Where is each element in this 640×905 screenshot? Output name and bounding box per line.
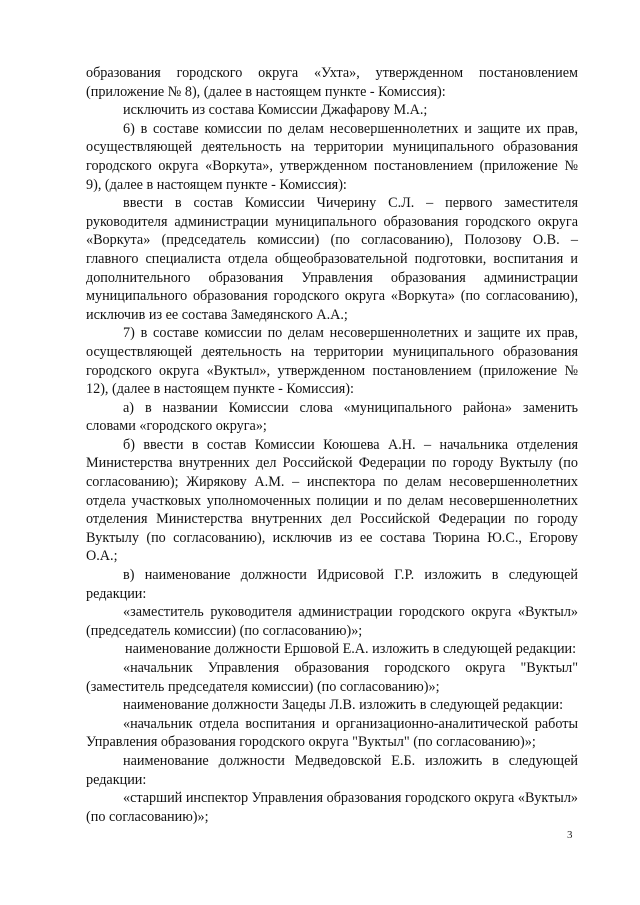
paragraph-subitem-v: в) наименование должности Идрисовой Г.Р. изложить в следующей редакции: [86, 567, 578, 602]
paragraph-item-7-vuktyl: 7) в составе комиссии по делам несовершеннолетних и защите их прав, осуществляющей деятельность на территории муниципального образования городского округа «Вуктыл», утвержденном постановлением (приложение № 12), (далее в настоящем пункте - Комиссия): [86, 325, 578, 398]
paragraph-medvedovskaya: наименование должности Медведовской Е.Б. изложить в следующей редакции: [86, 752, 578, 788]
paragraph-exclude-dzhafarova: исключить из состава Комиссии Джафарову М.А.; [123, 102, 428, 119]
document-body [86, 64, 578, 826]
paragraph-subitem-b: б) ввести в состав Комиссии Коюшева А.Н. – начальника отделения Министерства внутренних дел Российской Федерации по городу Вуктылу (по согласованию); Жирякову А.М. – инспектора по делам несовершеннолетних отдела участковых уполномоченных полиции и по делам несовершеннолетних отделения Министерства внутренних дел Российской Федерации по городу Вуктылу (по согласованию), исключив из ее состава Тюрина Ю.С., Егорову О.А.; [86, 436, 578, 565]
paragraph-item-6-vorkuta: 6) в составе комиссии по делам несовершеннолетних и защите их прав, осуществляющей деятельность на территории муниципального образования городского округа «Воркута», утвержденном постановлением (приложение № 9), (далее в настоящем пункте - Комиссия): [86, 120, 578, 193]
paragraph-zatsedy: наименование должности Зацеды Л.В. изложить в следующей редакции: [123, 697, 564, 714]
paragraph-ershova-title: «начальник Управления образования городского округа "Вуктыл" (заместитель председателя комиссии) (по согласованию)»; [86, 660, 578, 695]
paragraph-ukhta-continuation: образования городского округа «Ухта», утвержденном постановлением (приложение № 8), (далее в настоящем пункте - Комиссия): [86, 65, 578, 100]
paragraph-medvedovskaya-title: «старший инспектор Управления образования городского округа «Вуктыл» (по согласованию)»; [86, 790, 578, 825]
paragraph-idrisova-title: «заместитель руководителя администрации городского округа «Вуктыл» (председатель комиссии) (по согласованию)»; [86, 604, 578, 639]
paragraph-introduce-chicherina: ввести в состав Комиссии Чичерину С.Л. – первого заместителя руководителя администрации муниципального образования городского округа «Воркута» (председатель комиссии) (по согласованию), Полозову О.В. – главного специалиста отдела общеобразовательной подготовки, воспитания и дополнительного образования Управления образования администрации муниципального образования городского округа «Воркута» (по согласованию), исключив из ее состава Замедянского А.А.; [86, 195, 578, 323]
paragraph-subitem-a: а) в названии Комиссии слова «муниципального района» заменить словами «городского округа»; [86, 399, 578, 435]
paragraph-ershova: наименование должности Ершовой Е.А. изложить в следующей редакции: [125, 641, 577, 658]
paragraph-zatsedy-title: «начальник отдела воспитания и организационно-аналитической работы Управления образования городского округа "Вуктыл" (по согласованию)»; [86, 715, 578, 751]
page-number: 3 [567, 829, 573, 841]
